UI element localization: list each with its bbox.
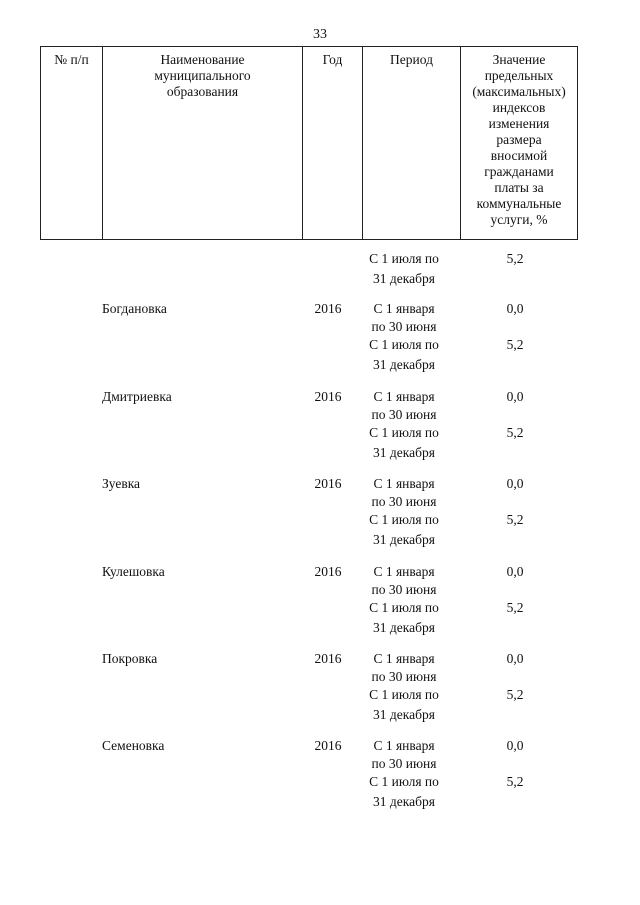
value-cell: 5,2 [506, 425, 524, 440]
year-cell: 2016 [314, 476, 342, 491]
value-cell: 5,2 [506, 600, 524, 615]
period-line: 31 декабря [373, 357, 435, 372]
period-line: С 1 июля по [369, 774, 439, 789]
period-line: С 1 января [373, 651, 435, 666]
period-line: по 30 июня [371, 756, 437, 771]
period-line: С 1 июля по [369, 687, 439, 702]
period-line: по 30 июня [371, 494, 437, 509]
period-cell [358, 388, 450, 462]
municipality-name: Кулешовка [102, 564, 165, 579]
municipality-name: Богдановка [102, 301, 167, 316]
year-cell: 2016 [314, 564, 342, 579]
municipality-name: Дмитриевка [102, 389, 172, 404]
value-cell: 0,0 [506, 651, 524, 666]
period-cell [358, 563, 450, 637]
period-line: 31 декабря [373, 532, 435, 547]
municipality-name: Покровка [102, 651, 158, 666]
value-cell: 5,2 [506, 337, 524, 352]
period-line: 31 декабря [373, 445, 435, 460]
value-cell: 5,2 [506, 687, 524, 702]
municipality-name: Семеновка [102, 738, 165, 753]
municipality-name: Зуевка [102, 476, 141, 491]
period-line: 31 декабря [373, 707, 435, 722]
year-cell: 2016 [314, 389, 342, 404]
period-line: 31 декабря [373, 794, 435, 809]
period-line: по 30 июня [371, 582, 437, 597]
period-cell [358, 300, 450, 374]
period-cell [358, 737, 450, 811]
value-cell: 5,2 [506, 512, 524, 527]
period-line: С 1 июля по [369, 600, 439, 615]
period-line: по 30 июня [371, 669, 437, 684]
period-cell [358, 475, 450, 549]
period-line: С 1 июля по [369, 337, 439, 352]
period-line: по 30 июня [371, 319, 437, 334]
period-line: С 1 июля по [369, 512, 439, 527]
header-index-value: Значение предельных (максимальных) индексов изменения размера вносимой гражданами платы за коммунальные услуги, % [461, 47, 578, 240]
header-year: Год [303, 47, 363, 240]
period-line: С 1 июля по [369, 251, 439, 266]
period-line: С 1 января [373, 389, 435, 404]
header-municipality: Наименование муниципального образования [103, 47, 303, 240]
value-cell: 0,0 [506, 301, 524, 316]
period-cell [358, 650, 450, 724]
value-cell: 5,2 [506, 774, 524, 789]
page-number: 33 [313, 27, 327, 42]
header-number: № п/п [41, 47, 103, 240]
header-row [41, 47, 578, 240]
period-line: 31 декабря [373, 620, 435, 635]
period-line: 31 декабря [373, 271, 435, 286]
year-cell: 2016 [314, 301, 342, 316]
period-line: С 1 января [373, 476, 435, 491]
value-cell: 5,2 [506, 251, 524, 266]
table-header [40, 46, 578, 240]
value-cell: 0,0 [506, 476, 524, 491]
value-cell: 0,0 [506, 389, 524, 404]
year-cell: 2016 [314, 738, 342, 753]
value-cell: 0,0 [506, 564, 524, 579]
header-period: Период [363, 47, 461, 240]
period-line: С 1 июля по [369, 425, 439, 440]
period-line: по 30 июня [371, 407, 437, 422]
year-cell: 2016 [314, 651, 342, 666]
value-cell: 0,0 [506, 738, 524, 753]
period-line: С 1 января [373, 301, 435, 316]
period-cell [358, 250, 450, 288]
period-line: С 1 января [373, 738, 435, 753]
period-line: С 1 января [373, 564, 435, 579]
